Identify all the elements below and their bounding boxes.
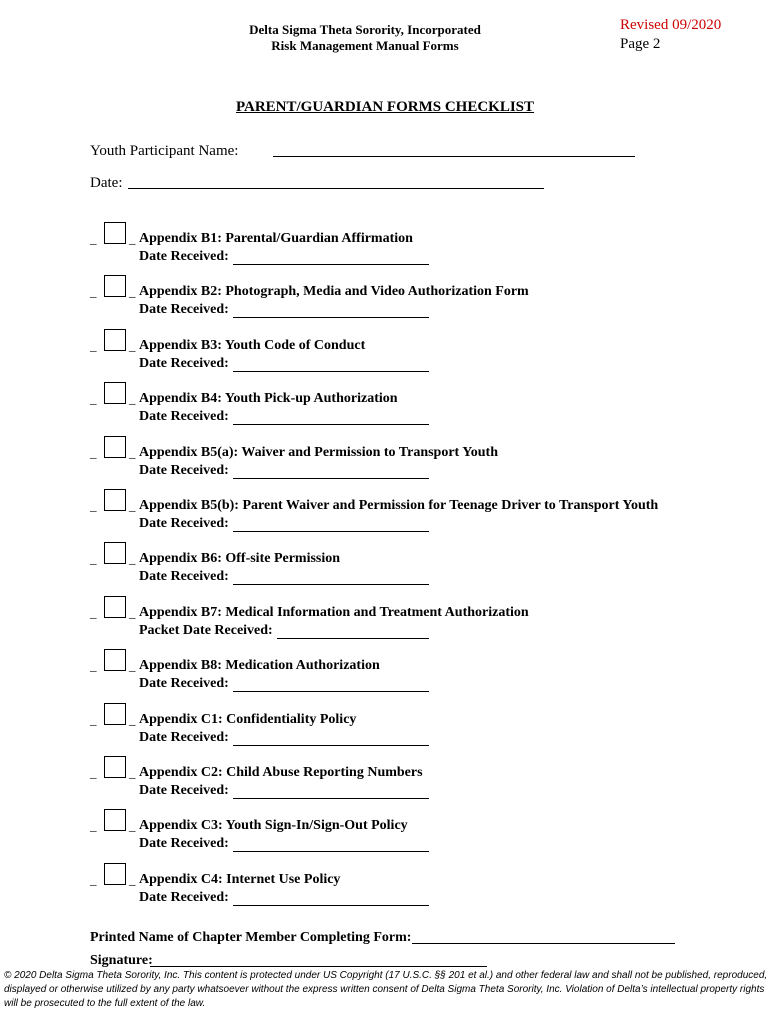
date-label: Date: xyxy=(90,175,123,191)
checkbox[interactable] xyxy=(104,596,126,618)
appendix-label: Appendix B1: Parental/Guardian Affirmation xyxy=(139,231,413,246)
date-received-label: Date Received: xyxy=(139,516,229,531)
blank-mark: _ xyxy=(129,872,136,887)
date-received-line[interactable] xyxy=(233,798,429,799)
checkbox[interactable] xyxy=(104,382,126,404)
appendix-label: Appendix B6: Off-site Permission xyxy=(139,551,341,566)
checkbox[interactable] xyxy=(104,756,126,778)
page-title: PARENT/GUARDIAN FORMS CHECKLIST xyxy=(235,99,535,115)
date-received-label: Packet Date Received: xyxy=(139,623,273,638)
date-received-label: Date Received: xyxy=(139,730,229,745)
appendix-label: Appendix C3: Youth Sign-In/Sign-Out Policy xyxy=(139,818,408,833)
youth-name-label: Youth Participant Name: xyxy=(90,143,239,159)
blank-mark: _ xyxy=(129,284,136,299)
date-received-label: Date Received: xyxy=(139,302,229,317)
checkbox[interactable] xyxy=(104,863,126,885)
checkbox[interactable] xyxy=(104,329,126,351)
blank-mark: _ xyxy=(90,498,97,513)
appendix-label: Appendix C1: Confidentiality Policy xyxy=(139,712,357,727)
date-received-label: Date Received: xyxy=(139,463,229,478)
date-received-label: Date Received: xyxy=(139,356,229,371)
date-received-line[interactable] xyxy=(233,424,429,425)
date-received-line[interactable] xyxy=(233,745,429,746)
blank-mark: _ xyxy=(129,391,136,406)
manual-name: Risk Management Manual Forms xyxy=(271,38,459,53)
appendix-label: Appendix C4: Internet Use Policy xyxy=(139,872,341,887)
checklist-item xyxy=(88,222,748,272)
checklist-item xyxy=(88,703,748,753)
checkbox[interactable] xyxy=(104,542,126,564)
copyright-footer: © 2020 Delta Sigma Theta Sorority, Inc. This content is protected under US Copyright (17 U.S.C. §§ 201 et al.) and other federal law and shall not be published, reproduced, displayed or otherwise utilized by any party whatsoever without the express written consent of Delta Sigma Theta Sorority, Inc. Violation of Delta’s intellectual property rights will be prosecuted to the full extent of the law. xyxy=(4,970,768,1009)
date-received-label: Date Received: xyxy=(139,249,229,264)
checklist-item xyxy=(88,756,748,806)
date-received-line[interactable] xyxy=(233,531,429,532)
date-received-label: Date Received: xyxy=(139,569,229,584)
printed-name-label: Printed Name of Chapter Member Completing Form: xyxy=(90,930,412,945)
blank-mark: _ xyxy=(129,658,136,673)
checklist-item xyxy=(88,489,748,539)
blank-mark: _ xyxy=(129,498,136,513)
checkbox[interactable] xyxy=(104,489,126,511)
blank-mark: _ xyxy=(90,338,97,353)
date-received-line[interactable] xyxy=(233,584,429,585)
date-received-line[interactable] xyxy=(233,905,429,906)
blank-mark: _ xyxy=(90,445,97,460)
blank-mark: _ xyxy=(90,712,97,727)
checkbox[interactable] xyxy=(104,436,126,458)
blank-mark: _ xyxy=(129,605,136,620)
checklist-item xyxy=(88,436,748,486)
checklist-item xyxy=(88,275,748,325)
appendix-label: Appendix B7: Medical Information and Treatment Authorization xyxy=(139,605,529,620)
org-name: Delta Sigma Theta Sorority, Incorporated xyxy=(249,22,481,37)
date-received-label: Date Received: xyxy=(139,836,229,851)
checkbox[interactable] xyxy=(104,809,126,831)
blank-mark: _ xyxy=(129,818,136,833)
blank-mark: _ xyxy=(90,284,97,299)
appendix-label: Appendix B3: Youth Code of Conduct xyxy=(139,338,366,353)
signature-line[interactable] xyxy=(150,966,487,967)
appendix-label: Appendix B8: Medication Authorization xyxy=(139,658,380,673)
date-received-label: Date Received: xyxy=(139,676,229,691)
date-received-label: Date Received: xyxy=(139,783,229,798)
appendix-label: Appendix B4: Youth Pick-up Authorization xyxy=(139,391,398,406)
checklist-item xyxy=(88,329,748,379)
revised-date: Revised 09/2020 xyxy=(620,17,722,33)
date-line[interactable] xyxy=(128,188,544,189)
printed-name-line[interactable] xyxy=(412,943,675,944)
date-received-line[interactable] xyxy=(233,264,429,265)
blank-mark: _ xyxy=(90,872,97,887)
blank-mark: _ xyxy=(90,605,97,620)
appendix-label: Appendix C2: Child Abuse Reporting Numbers xyxy=(139,765,423,780)
blank-mark: _ xyxy=(129,445,136,460)
blank-mark: _ xyxy=(129,765,136,780)
blank-mark: _ xyxy=(90,765,97,780)
date-received-label: Date Received: xyxy=(139,890,229,905)
checkbox[interactable] xyxy=(104,222,126,244)
document-header xyxy=(200,22,530,54)
appendix-label: Appendix B5(b): Parent Waiver and Permission for Teenage Driver to Transport Youth xyxy=(139,498,659,513)
blank-mark: _ xyxy=(129,231,136,246)
blank-mark: _ xyxy=(90,658,97,673)
checklist-item xyxy=(88,382,748,432)
page-number: Page 2 xyxy=(620,36,661,52)
blank-mark: _ xyxy=(129,712,136,727)
youth-name-line[interactable] xyxy=(273,156,635,157)
appendix-label: Appendix B5(a): Waiver and Permission to Transport Youth xyxy=(139,445,498,460)
checklist-item xyxy=(88,809,748,859)
signature-label: Signature: xyxy=(90,953,153,968)
checkbox[interactable] xyxy=(104,275,126,297)
date-received-label: Date Received: xyxy=(139,409,229,424)
blank-mark: _ xyxy=(90,391,97,406)
blank-mark: _ xyxy=(129,551,136,566)
checklist-item xyxy=(88,863,748,913)
date-received-line[interactable] xyxy=(233,478,429,479)
revision-block xyxy=(620,16,721,54)
blank-mark: _ xyxy=(129,338,136,353)
checklist-item xyxy=(88,596,748,646)
checkbox[interactable] xyxy=(104,649,126,671)
date-received-line[interactable] xyxy=(233,371,429,372)
checklist-item xyxy=(88,649,748,699)
date-received-line[interactable] xyxy=(233,317,429,318)
date-received-line[interactable] xyxy=(277,638,429,639)
blank-mark: _ xyxy=(90,231,97,246)
date-received-line[interactable] xyxy=(233,851,429,852)
appendix-label: Appendix B2: Photograph, Media and Video Authorization Form xyxy=(139,284,529,299)
checklist-item xyxy=(88,542,748,592)
date-received-line[interactable] xyxy=(233,691,429,692)
checkbox[interactable] xyxy=(104,703,126,725)
blank-mark: _ xyxy=(90,818,97,833)
blank-mark: _ xyxy=(90,551,97,566)
